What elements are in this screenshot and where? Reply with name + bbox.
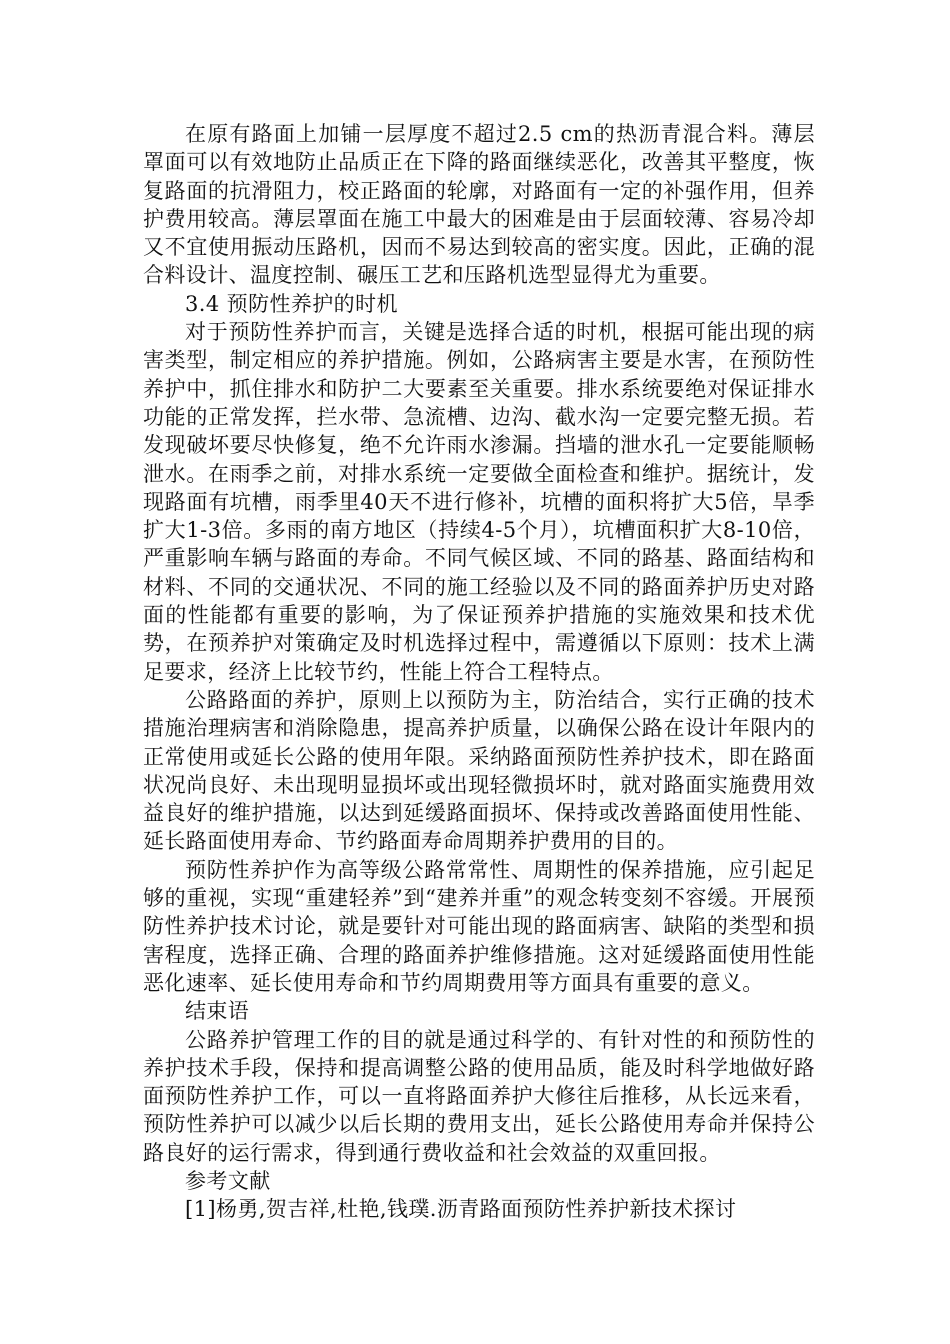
paragraph-importance: 预防性养护作为高等级公路常常性、周期性的保养措施，应引起足够的重视，实现“重建轻养”到“建养并重”的观念转变刻不容缓。开展预防性养护技术讨论，就是要针对可能出现的路面病害、缺陷的类型和损害程度，选择正确、合理的路面养护维修措施。这对延缓路面使用性能恶化速率、延长使用寿命和节约周期费用等方面具有重要的意义。 (143, 857, 815, 995)
conclusion-heading: 结束语 (185, 999, 250, 1024)
reference-item: [1]杨勇,贺吉祥,杜艳,钱璞.沥青路面预防性养护新技术探讨 (185, 1197, 737, 1222)
paragraph-conclusion: 公路养护管理工作的目的就是通过科学的、有针对性的和预防性的养护技术手段，保持和提高调整公路的使用品质，能及时科学地做好路面预防性养护工作，可以一直将路面养护大修往后推移，从长远来看，预防性养护可以减少以后长期的费用支出，延长公路使用寿命并保持公路良好的运行需求，得到通行费收益和社会效益的双重回报。 (143, 1027, 815, 1165)
document-body (143, 120, 815, 1224)
paragraph-timing: 对于预防性养护而言，关键是选择合适的时机，根据可能出现的病害类型，制定相应的养护措施。例如，公路病害主要是水害，在预防性养护中，抓住排水和防护二大要素至关重要。排水系统要绝对保证排水功能的正常发挥，拦水带、急流槽、边沟、截水沟一定要完整无损。若发现破坏要尽快修复，绝不允许雨水渗漏。挡墙的泄水孔一定要能顺畅泄水。在雨季之前，对排水系统一定要做全面检查和维护。据统计，发现路面有坑槽，雨季里40天不进行修补，坑槽的面积将扩大5倍，旱季扩大1-3倍。多雨的南方地区（持续4-5个月），坑槽面积扩大8-10倍，严重影响车辆与路面的寿命。不同气候区域、不同的路基、路面结构和材料、不同的交通状况、不同的施工经验以及不同的路面养护历史对路面的性能都有重要的影响，为了保证预养护措施的实施效果和技术优势，在预养护对策确定及时机选择过程中，需遵循以下原则：技术上满足要求，经济上比较节约，性能上符合工程特点。 (143, 320, 815, 684)
references-heading: 参考文献 (185, 1168, 271, 1193)
paragraph-thin-overlay: 在原有路面上加铺一层厚度不超过2.5 cm的热沥青混合料。薄层罩面可以有效地防止品质正在下降的路面继续恶化，改善其平整度，恢复路面的抗滑阻力，校正路面的轮廓，对路面有一定的补强作用，但养护费用较高。薄层罩面在施工中最大的困难是由于层面较薄、容易冷却又不宜使用振动压路机，因而不易达到较高的密实度。因此，正确的混合料设计、温度控制、碾压工艺和压路机选型显得尤为重要。 (143, 122, 815, 288)
section-heading-3-4: 3.4 预防性养护的时机 (185, 291, 398, 316)
paragraph-maintenance-principle: 公路路面的养护，原则上以预防为主，防治结合，实行正确的技术措施治理病害和消除隐患，提高养护质量，以确保公路在设计年限内的正常使用或延长公路的使用年限。采纳路面预防性养护技术，即在路面状况尚良好、未出现明显损坏或出现轻微损坏时，就对路面实施费用效益良好的维护措施，以达到延缓路面损坏、保持或改善路面使用性能、延长路面使用寿命、节约路面寿命周期养护费用的目的。 (143, 687, 815, 854)
